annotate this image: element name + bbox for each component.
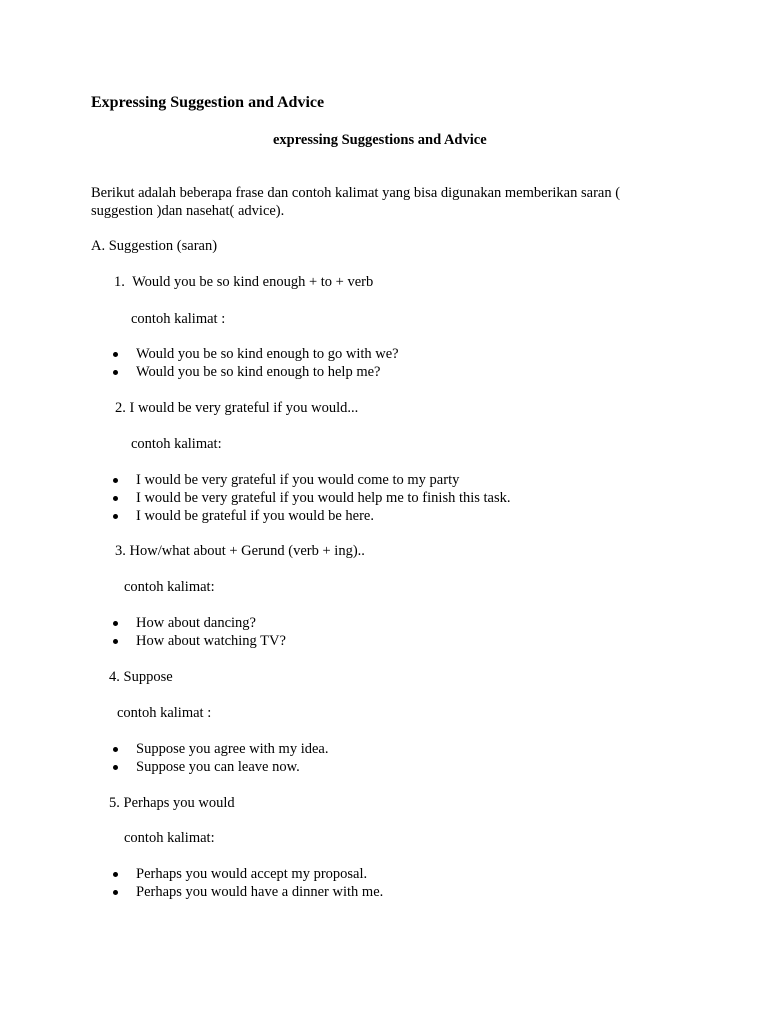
document-subtitle: expressing Suggestions and Advice — [273, 132, 487, 148]
item-3-example-label: contoh kalimat: — [124, 579, 215, 595]
bullet-icon — [113, 370, 118, 375]
item-2-example-3: I would be grateful if you would be here. — [136, 508, 374, 524]
bullet-icon — [113, 514, 118, 519]
item-4-example-1: Suppose you agree with my idea. — [136, 741, 329, 757]
bullet-icon — [113, 890, 118, 895]
item-5-heading: 5. Perhaps you would — [109, 795, 235, 811]
item-2-example-2: I would be very grateful if you would help me to finish this task. — [136, 490, 511, 506]
item-4-example-label: contoh kalimat : — [117, 705, 212, 721]
item-5-example-1: Perhaps you would accept my proposal. — [136, 866, 368, 882]
bullet-icon — [113, 747, 118, 752]
bullet-icon — [113, 621, 118, 626]
bullet-icon — [113, 765, 118, 770]
item-2-example-label: contoh kalimat: — [131, 436, 222, 452]
item-1-example-1: Would you be so kind enough to go with we? — [136, 346, 399, 362]
item-3-heading: 3. How/what about + Gerund (verb + ing).. — [115, 543, 365, 559]
item-5-example-label: contoh kalimat: — [124, 830, 215, 846]
item-1-example-label: contoh kalimat : — [131, 311, 226, 327]
intro-paragraph-line-2: suggestion )dan nasehat( advice). — [91, 203, 285, 219]
item-1-example-2: Would you be so kind enough to help me? — [136, 364, 381, 380]
intro-paragraph-line-1: Berikut adalah beberapa frase dan contoh kalimat yang bisa digunakan memberikan saran ( — [91, 185, 621, 201]
item-2-heading: 2. I would be very grateful if you would... — [115, 400, 359, 416]
bullet-icon — [113, 478, 118, 483]
bullet-icon — [113, 496, 118, 501]
section-a-heading: A. Suggestion (saran) — [91, 238, 218, 254]
bullet-icon — [113, 639, 118, 644]
item-4-heading: 4. Suppose — [109, 669, 173, 685]
item-1-heading: 1. Would you be so kind enough + to + verb — [114, 274, 374, 290]
item-5-example-2: Perhaps you would have a dinner with me. — [136, 884, 384, 900]
bullet-icon — [113, 352, 118, 357]
bullet-icon — [113, 872, 118, 877]
item-4-example-2: Suppose you can leave now. — [136, 759, 300, 775]
item-3-example-1: How about dancing? — [136, 615, 256, 631]
item-2-example-1: I would be very grateful if you would come to my party — [136, 472, 460, 488]
item-3-example-2: How about watching TV? — [136, 633, 286, 649]
document-title: Expressing Suggestion and Advice — [91, 94, 325, 111]
